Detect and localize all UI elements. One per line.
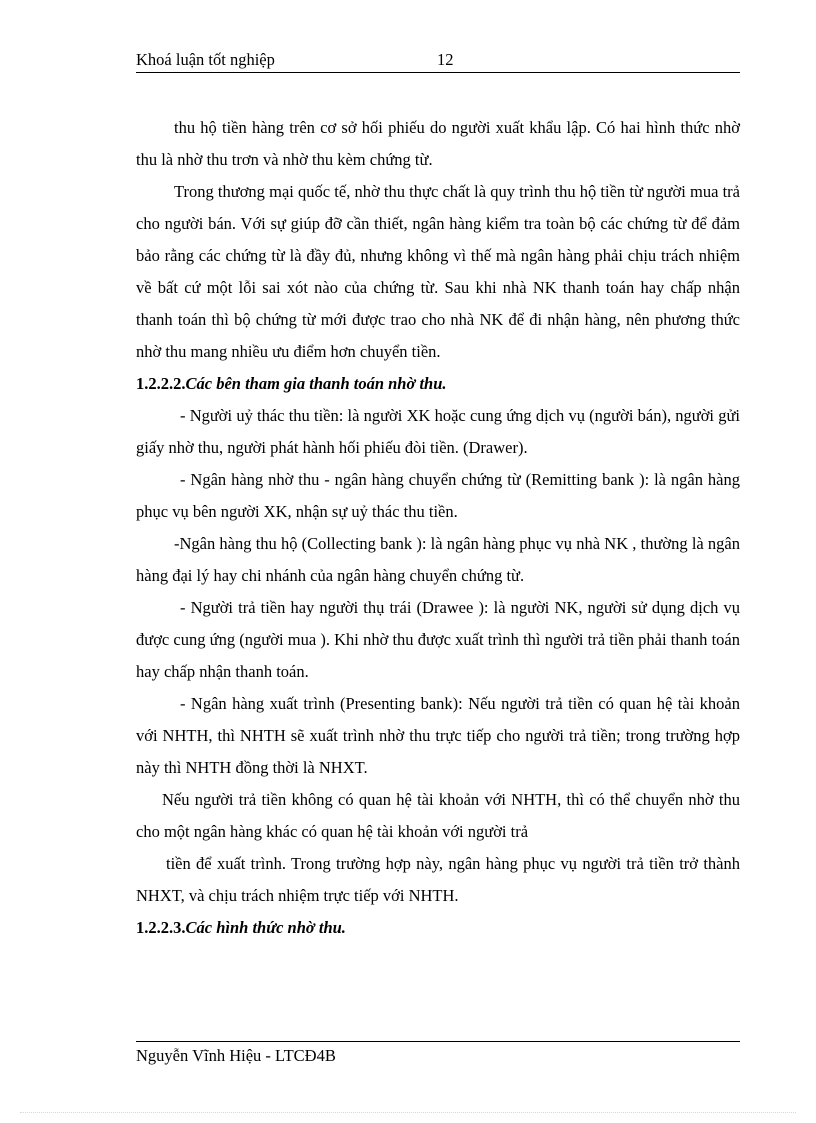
section-heading <box>136 368 740 400</box>
footer-author: Nguyễn Vĩnh Hiệu - LTCĐ4B <box>136 1046 336 1065</box>
list-item: - Ngân hàng xuất trình (Presenting bank): Nếu người trả tiền có quan hệ tài khoản với NHTH, thì NHTH sẽ xuất trình nhờ thu trực tiếp cho người trả tiền; trong trường hợp này thì NHTH đồng thời là NHXT. <box>136 694 740 777</box>
page-number: 12 <box>437 50 454 69</box>
page-header <box>136 50 740 73</box>
page-body <box>136 112 740 944</box>
section-heading <box>136 912 740 944</box>
page-bottom-divider <box>20 1112 796 1113</box>
section-number: 1.2.2.2. <box>136 374 186 393</box>
paragraph-text: tiền để xuất trình. Trong trường hợp này, ngân hàng phục vụ người trả tiền trở thành NHXT, và chịu trách nhiệm trực tiếp với NHTH. <box>136 854 740 905</box>
section-title: Các bên tham gia thanh toán nhờ thu. <box>185 374 447 393</box>
list-item: - Ngân hàng nhờ thu - ngân hàng chuyển chứng từ (Remitting bank ): là ngân hàng phục vụ bên người XK, nhận sự uỷ thác thu tiền. <box>136 470 740 521</box>
section-number: 1.2.2.3. <box>136 918 186 937</box>
paragraph: Nếu người trả tiền không có quan hệ tài khoản với NHTH, thì có thể chuyển nhờ thu cho một ngân hàng khác có quan hệ tài khoản với người trả <box>136 790 740 841</box>
list-item: -Ngân hàng thu hộ (Collecting bank ): là ngân hàng phục vụ nhà NK , thường là ngân hàng đại lý hay chi nhánh của ngân hàng chuyển chứng từ. <box>136 534 740 585</box>
paragraph-continued <box>136 848 740 912</box>
paragraph: Trong thương mại quốc tế, nhờ thu thực chất là quy trình thu hộ tiền từ người mua trả cho người bán. Với sự giúp đỡ cần thiết, ngân hàng kiểm tra toàn bộ các chứng từ để đảm bảo rằng các chứng từ là đầy đủ, nhưng không vì thế mà ngân hàng phải chịu trách nhiệm về bất cứ một lỗi sai xót nào của chứng từ. Sau khi nhà NK thanh toán hay chấp nhận thanh toán thì bộ chứng từ mới được trao cho nhà NK để đi nhận hàng, nên phương thức nhờ thu mang nhiều ưu điểm hơn chuyển tiền. <box>136 182 740 361</box>
header-title: Khoá luận tốt nghiệp <box>136 50 275 69</box>
paragraph: thu hộ tiền hàng trên cơ sở hối phiếu do người xuất khẩu lập. Có hai hình thức nhờ thu là nhờ thu trơn và nhờ thu kèm chứng từ. <box>136 118 740 169</box>
section-title: Các hình thức nhờ thu. <box>185 918 346 937</box>
list-item: - Người trả tiền hay người thụ trái (Drawee ): là người NK, người sử dụng dịch vụ được cung ứng (người mua ). Khi nhờ thu được xuất trình thì người trả tiền phải thanh toán hay chấp nhận thanh toán. <box>136 598 740 681</box>
page-footer <box>136 1041 740 1069</box>
list-item: - Người uỷ thác thu tiền: là người XK hoặc cung ứng dịch vụ (người bán), người gửi giấy nhờ thu, người phát hành hối phiếu đòi tiền. (Drawer). <box>136 406 740 457</box>
